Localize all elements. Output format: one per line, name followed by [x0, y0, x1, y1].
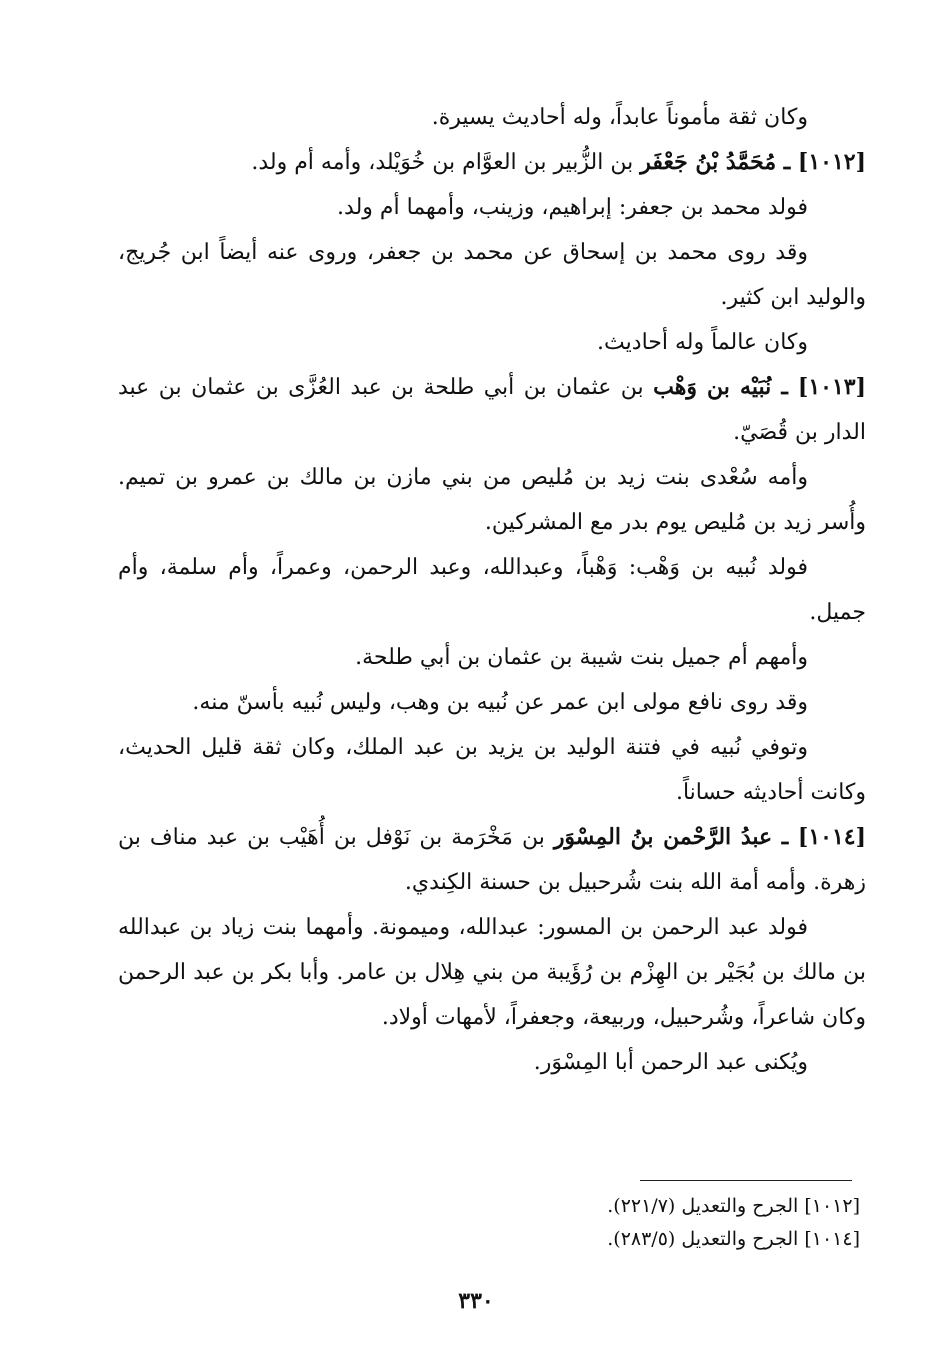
- paragraph: [118, 230, 866, 320]
- footnote-divider: [640, 1180, 852, 1181]
- footnote: [١٠١٤] الجرح والتعديل (٢٨٣/٥).: [607, 1228, 860, 1250]
- paragraph-text: بن مَخْرَمة بن نَوْفل بن أُهَيْب بن عبد مناف بن زهرة. وأمه أمة الله بنت شُرحبيل بن حسنة الكِندي.: [118, 825, 866, 895]
- entry-name: عبدُ الرَّحْمن بنُ المِسْوَر: [553, 824, 773, 850]
- paragraph: [118, 635, 866, 680]
- footnote: [١٠١٢] الجرح والتعديل (٢٢١/٧).: [607, 1195, 860, 1217]
- paragraph-text: فولد محمد بن جعفر: إبراهيم، وزينب، وأمهما أم ولد.: [337, 195, 808, 220]
- entry-name: مُحَمَّدُ بْنُ جَعْفَر: [640, 149, 777, 175]
- paragraph-text: بن الزُّبير بن العوَّام بن خُوَيْلد، وأمه أم ولد.: [251, 150, 641, 175]
- paragraph-text: وتوفي نُبيه في فتنة الوليد بن يزيد بن عبد الملك، وكان ثقة قليل الحديث، وكانت أحاديثه حساناً.: [118, 735, 866, 805]
- paragraph: [118, 140, 866, 185]
- paragraph-text: وكان ثقة مأموناً عابداً، وله أحاديث يسيرة.: [431, 105, 808, 130]
- paragraph-text: فولد نُبيه بن وَهْب: وَهْباً، وعبدالله، وعبد الرحمن، وعمراً، وأم سلمة، وأم جميل.: [118, 555, 866, 625]
- entry-number: [١٠١٢] ـ: [776, 149, 866, 175]
- entry-number: [١٠١٤] ـ: [772, 824, 866, 850]
- paragraph: [118, 1040, 866, 1085]
- paragraph: [118, 185, 866, 230]
- paragraph: [118, 815, 866, 905]
- paragraph: [118, 680, 866, 725]
- paragraph: [118, 365, 866, 455]
- entry-name: نُبَيْه بن وَهْب: [653, 374, 772, 400]
- paragraph-text: ويُكنى عبد الرحمن أبا المِسْوَر.: [533, 1050, 808, 1075]
- paragraph: [118, 905, 866, 1040]
- paragraph-text: بن عثمان بن أبي طلحة بن عبد العُزَّى بن عثمان بن عبد الدار بن قُصَيّ.: [118, 375, 866, 445]
- paragraph-text: فولد عبد الرحمن بن المسور: عبدالله، وميمونة. وأمهما بنت زياد بن عبدالله بن مالك بن بُجَيْر بن الهِزْم بن رُؤَيبة من بني هِلال بن عامر. وأبا بكر بن عبد الرحمن وكان شاعراً، وشُرحبيل، وربيعة، وجعفراً، لأمهات أولاد.: [118, 915, 866, 1030]
- paragraph: [118, 320, 866, 365]
- paragraph-text: وأمه سُعْدى بنت زيد بن مُليص من بني مازن بن مالك بن عمرو بن تميم. وأُسر زيد بن مُليص يوم بدر مع المشركين.: [118, 465, 866, 535]
- page-number: ٣٣٠: [458, 1288, 494, 1314]
- paragraph-text: وأمهم أم جميل بنت شيبة بن عثمان بن أبي طلحة.: [355, 645, 808, 670]
- paragraph-text: وكان عالماً وله أحاديث.: [597, 330, 808, 355]
- paragraph-text: وقد روى محمد بن إسحاق عن محمد بن جعفر، وروى عنه أيضاً ابن جُريج، والوليد ابن كثير.: [118, 240, 866, 310]
- footnotes: [118, 1190, 866, 1256]
- main-text: [118, 95, 866, 1085]
- paragraph: [118, 725, 866, 815]
- paragraph: [118, 545, 866, 635]
- entry-number: [١٠١٣] ـ: [771, 374, 866, 400]
- paragraph: [118, 455, 866, 545]
- paragraph-text: وقد روى نافع مولى ابن عمر عن نُبيه بن وهب، وليس نُبيه بأسنّ منه.: [192, 690, 808, 715]
- paragraph: [118, 95, 866, 140]
